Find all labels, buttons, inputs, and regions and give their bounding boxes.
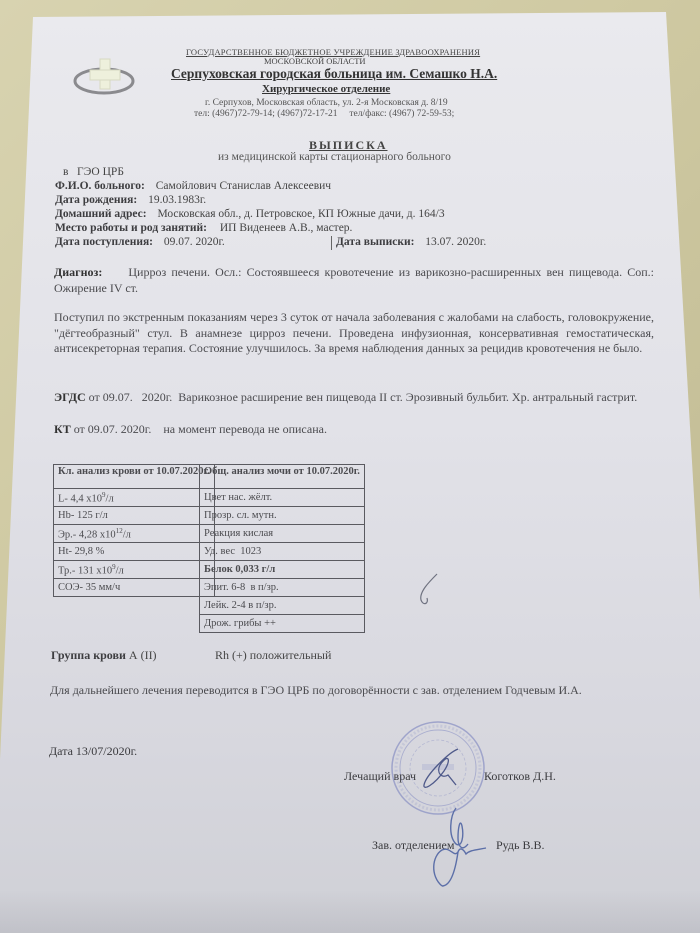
dob-value: 19.03.1983г.: [148, 194, 207, 206]
blood-value: L- 4,4 x10: [58, 493, 103, 505]
pen-mark: [415, 570, 445, 610]
rh-factor: Rh (+) положительный: [215, 648, 332, 662]
blood-value: Ht- 29,8 %: [58, 546, 105, 557]
urine-test-row: [200, 615, 365, 633]
blood-group-value: А (II): [125, 648, 157, 662]
urine-test-header: Общ. анализ мочи от 10.07.2020г.: [200, 465, 365, 489]
urine-test-row: [200, 489, 365, 507]
urine-value: Реакция кислая: [200, 525, 365, 543]
urine-value: Прозр. сл. мутн.: [200, 507, 365, 525]
blood-test-header: Кл. анализ крови от 10.07.2020г.: [54, 465, 215, 489]
blood-group-row: [51, 648, 157, 663]
diagnosis-text: Цирроз печени. Осл.: Состоявшееся кровотечение из варикозно-расширенных вен пищевода. Соп.: Ожирение IV ст.: [54, 265, 654, 295]
dob-row: [55, 194, 206, 206]
head-label: Зав. отделением: [372, 838, 455, 852]
urine-test-row: [200, 543, 365, 561]
discharge-label: Дата выписки:: [336, 236, 415, 248]
ct-date: от 09.07. 2020г.: [70, 422, 152, 436]
institution-line-1: ГОСУДАРСТВЕННОЕ БЮДЖЕТНОЕ УЧРЕЖДЕНИЕ ЗДРАВООХРАНЕНИЯ: [186, 47, 481, 57]
blood-unit: /л: [122, 529, 131, 541]
patient-name: Самойлович Станислав Алексеевич: [155, 180, 332, 192]
blood-unit: /л: [115, 565, 124, 577]
admission-row: [55, 236, 225, 248]
dob-label: Дата рождения:: [55, 194, 138, 206]
document-subtitle: из медицинской карты стационарного больного: [218, 151, 451, 163]
urine-test-row: [200, 579, 365, 597]
ct-block: [54, 422, 654, 438]
department-name: Хирургическое отделение: [262, 83, 391, 95]
blood-test-row: [54, 507, 215, 525]
egds-date: от 09.07. 2020г.: [85, 390, 173, 404]
urine-value: Цвет нас. жёлт.: [200, 489, 365, 507]
hospital-phones: тел: (4967)72-79-14; (4967)72-17-21 тел/факс: (4967) 72-59-53;: [194, 109, 455, 119]
blood-group-label: Группа крови: [51, 648, 126, 662]
blood-value: Тр.- 131 x10: [58, 565, 113, 577]
work-row: [55, 222, 352, 234]
admission-value: 09.07. 2020г.: [163, 236, 225, 248]
discharge-row: [336, 236, 486, 248]
diagnosis-block: [54, 265, 654, 296]
blood-exponent: 12: [115, 526, 123, 535]
admission-label: Дата поступления:: [55, 236, 153, 248]
doctor-label: Лечащий врач: [344, 769, 417, 783]
blood-value: СОЭ- 35 мм/ч: [58, 582, 121, 593]
head-signature: [428, 806, 508, 906]
ct-text: на момент перевода не описана.: [151, 422, 327, 436]
address-row: [55, 208, 445, 220]
footer-date: Дата 13/07/2020г.: [49, 744, 138, 758]
urine-test-row: [200, 597, 365, 615]
address-value: Московская обл., д. Петровское, КП Южные дачи, д. 164/3: [157, 208, 445, 220]
urine-test-row: [200, 525, 365, 543]
address-label: Домашний адрес:: [55, 208, 147, 220]
patient-name-row: [55, 180, 331, 192]
doctor-signature: [418, 745, 466, 793]
blood-value: Эр.- 4,28 x10: [58, 529, 116, 541]
blood-test-row: [54, 525, 215, 543]
doctor-name: Коготков Д.Н.: [484, 769, 556, 783]
blood-test-row: [54, 489, 215, 507]
destination: в ГЭО ЦРБ: [63, 166, 124, 178]
urine-value: Дрож. грибы ++: [200, 615, 365, 633]
egds-block: [54, 390, 654, 406]
ct-label: КТ: [54, 422, 71, 436]
work-label: Место работы и род занятий:: [55, 222, 207, 234]
diagnosis-label: Диагноз:: [54, 265, 103, 279]
blood-exponent: 9: [112, 562, 116, 571]
hospital-address: г. Серпухов, Московская область, ул. 2-я Московская д. 8/19: [205, 98, 448, 108]
blood-test-row: [54, 543, 215, 561]
blood-test-row: [54, 561, 215, 579]
urine-test-row: [200, 507, 365, 525]
blood-unit: /л: [105, 493, 114, 505]
document-title: ВЫПИСКА: [309, 138, 388, 152]
blood-exponent: 9: [102, 490, 106, 499]
work-value: ИП Виденеев А.В., мастер.: [219, 222, 353, 234]
date-divider: [331, 236, 332, 250]
blood-test-table: [53, 464, 215, 597]
urine-value: Белок 0,033 г/л: [200, 561, 365, 579]
egds-label: ЭГДС: [54, 390, 86, 404]
blood-value: Hb- 125 г/л: [58, 510, 108, 521]
urine-value: Эпит. 6-8 в п/зр.: [200, 579, 365, 597]
hospital-name: Серпуховская городская больница им. Семашко Н.А.: [171, 66, 498, 81]
medical-cross-logo: [72, 57, 136, 97]
discharge-value: 13.07. 2020г.: [425, 236, 487, 248]
urine-test-row: [200, 561, 365, 579]
egds-text: Варикозное расширение вен пищевода II ст. Эрозивный бульбит. Хр. антральный гастрит.: [172, 390, 638, 404]
head-name: Рудь В.В.: [496, 838, 545, 852]
urine-test-table: [199, 464, 365, 633]
paper-fold-shadow: [0, 890, 700, 933]
urine-value: Лейк. 2-4 в п/зр.: [200, 597, 365, 615]
history-text: Поступил по экстренным показаниям через 3 суток от начала заболевания с жалобами на слабость, головокружение, "дёгтеобразный" стул. В анамнезе цирроз печени. Проведена инфузионная, консервативная гемостатическая, антисекреторная терапия. Состояние улучшилось. За время наблюдения данных за рецидив кровотечения не было.: [54, 310, 654, 355]
blood-test-row: [54, 579, 215, 597]
urine-value: Уд. вес 1023: [200, 543, 365, 561]
institution-line-2: МОСКОВСКОЙ ОБЛАСТИ: [264, 56, 366, 66]
patient-name-label: Ф.И.О. больного:: [55, 180, 145, 192]
transfer-note: Для дальнейшего лечения переводится в ГЭО ЦРБ по договорённости с зав. отделением Годчевым И.А.: [50, 683, 582, 697]
